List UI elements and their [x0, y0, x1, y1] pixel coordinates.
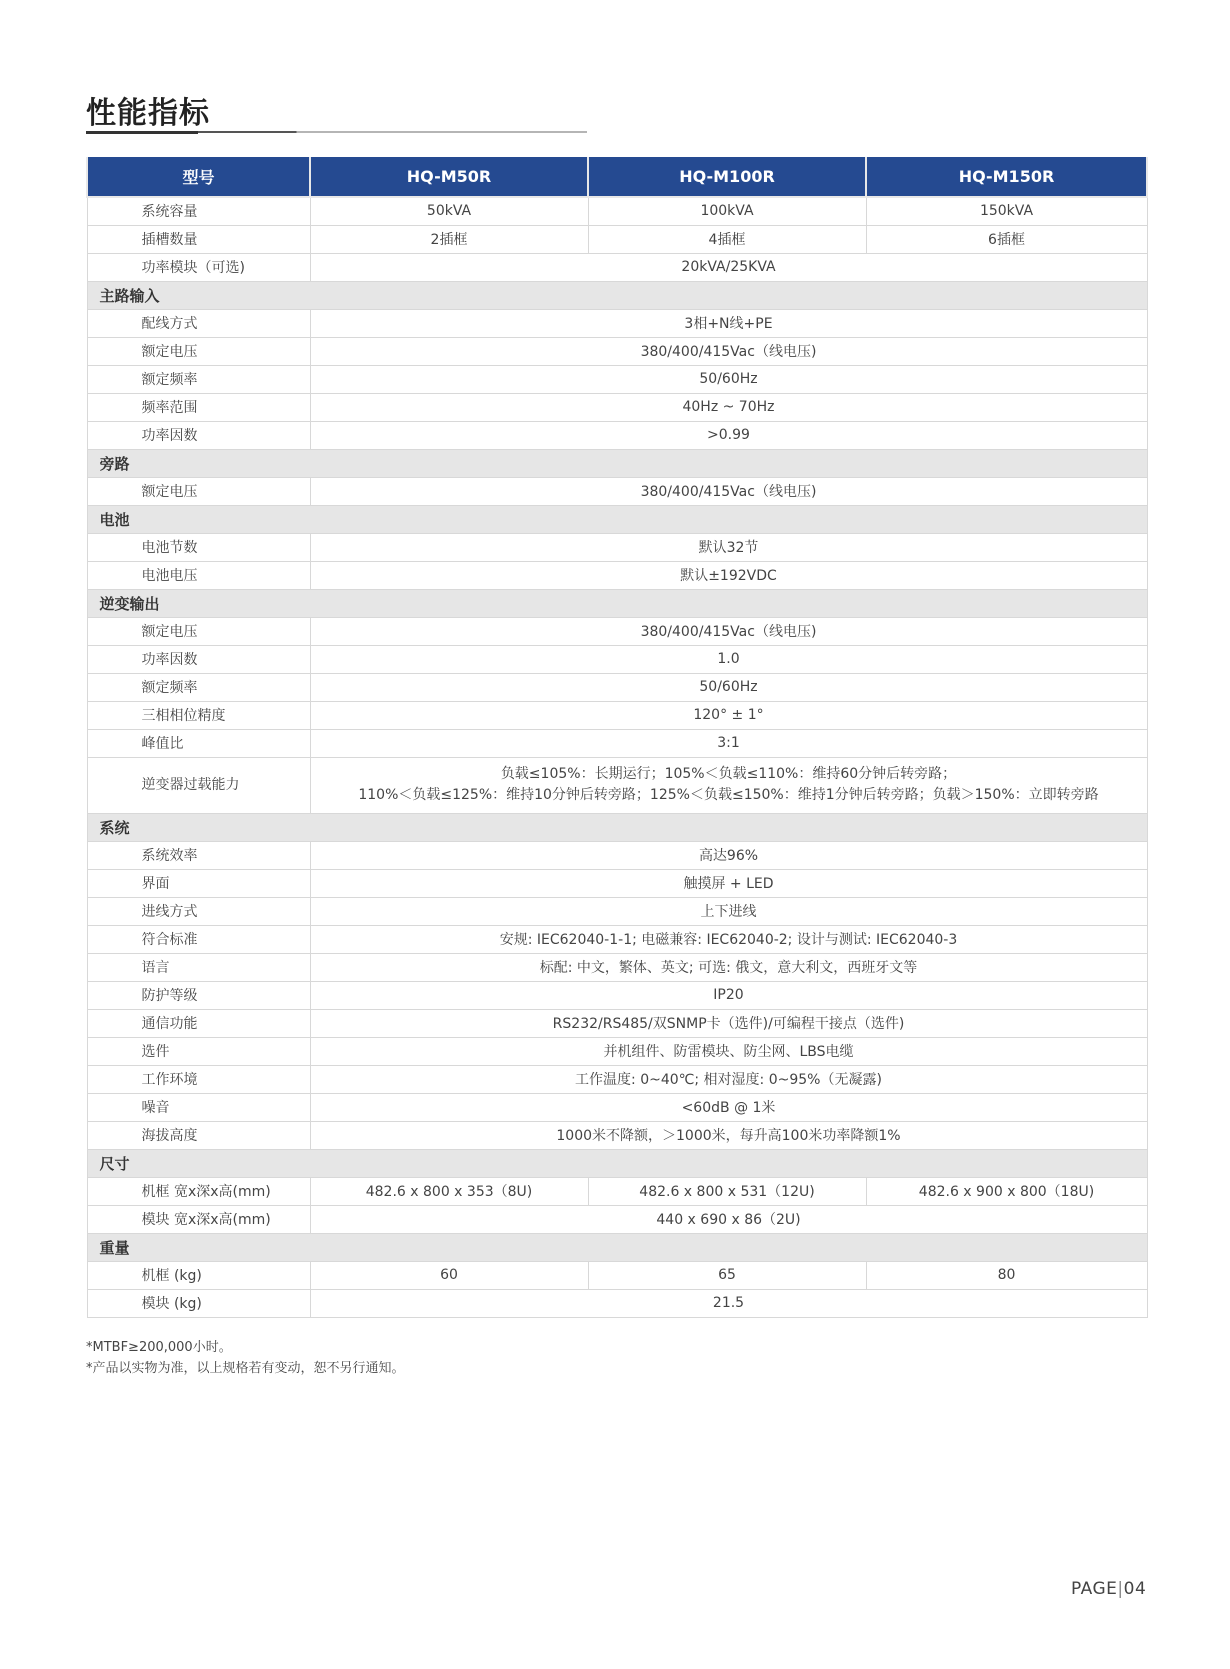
table-row	[87, 729, 1147, 757]
page-separator: |	[1117, 1579, 1124, 1599]
cell-value: 4插框	[588, 225, 866, 253]
row-label: 逆变器过载能力	[87, 757, 310, 813]
header-hq-m150r: HQ-M150R	[866, 157, 1147, 197]
footnote-mtbf: *MTBF≥200,000小时。	[86, 1340, 232, 1355]
table-row	[87, 1205, 1147, 1233]
cell-value: 20kVA/25KVA	[310, 253, 1147, 281]
row-label: 电池电压	[87, 561, 310, 589]
cell-value: 2插框	[310, 225, 588, 253]
table-row	[87, 841, 1147, 869]
table-row	[87, 1093, 1147, 1121]
cell-value: 6插框	[866, 225, 1147, 253]
section-header	[87, 1149, 1147, 1177]
cell-value: 默认32节	[310, 533, 1147, 561]
overload-line-2: 110%＜负载≤125%：维持10分钟后转旁路；125%＜负载≤150%：维持1分钟后转旁路；负载＞150%：立即转旁路	[358, 787, 1099, 803]
row-label: 额定电压	[87, 477, 310, 505]
table-row	[87, 617, 1147, 645]
row-label: 额定电压	[87, 337, 310, 365]
cell-value: 3:1	[310, 729, 1147, 757]
footnotes	[86, 1337, 405, 1379]
cell-value: 并机组件、防雷模块、防尘网、LBS电缆	[310, 1037, 1147, 1065]
row-label: 频率范围	[87, 393, 310, 421]
section-header	[87, 449, 1147, 477]
table-row	[87, 197, 1147, 225]
row-label: 选件	[87, 1037, 310, 1065]
table-row	[87, 897, 1147, 925]
table-row	[87, 1121, 1147, 1149]
row-label: 额定频率	[87, 673, 310, 701]
row-label: 防护等级	[87, 981, 310, 1009]
table-row	[87, 701, 1147, 729]
header-model: 型号	[87, 157, 310, 197]
cell-value: 1.0	[310, 645, 1147, 673]
row-label: 系统容量	[87, 197, 310, 225]
row-label: 模块 (kg)	[87, 1289, 310, 1317]
table-row	[87, 645, 1147, 673]
page-label: PAGE	[1071, 1579, 1118, 1599]
cell-value: 3相+N线+PE	[310, 309, 1147, 337]
table-row	[87, 477, 1147, 505]
row-label: 额定电压	[87, 617, 310, 645]
cell-value: 50/60Hz	[310, 673, 1147, 701]
table-row	[87, 561, 1147, 589]
table-row	[87, 533, 1147, 561]
section-title: 重量	[87, 1233, 1147, 1261]
table-row	[87, 1037, 1147, 1065]
table-row	[87, 225, 1147, 253]
cell-value: 120° ± 1°	[310, 701, 1147, 729]
table-row	[87, 1065, 1147, 1093]
cell-value: 21.5	[310, 1289, 1147, 1317]
row-label: 符合标准	[87, 925, 310, 953]
row-label: 功率模块（可选)	[87, 253, 310, 281]
cell-value: 80	[866, 1261, 1147, 1289]
table-row	[87, 309, 1147, 337]
row-label: 功率因数	[87, 421, 310, 449]
overload-line-1: 负载≤105%：长期运行；105%＜负载≤110%：维持60分钟后转旁路；	[500, 766, 957, 782]
cell-value: 触摸屏 + LED	[310, 869, 1147, 897]
section-title: 主路输入	[87, 281, 1147, 309]
table-row	[87, 981, 1147, 1009]
page-number	[1071, 1579, 1146, 1599]
cell-value: 40Hz ~ 70Hz	[310, 393, 1147, 421]
title-underline-accent	[86, 131, 198, 134]
cell-value: 上下进线	[310, 897, 1147, 925]
section-header	[87, 589, 1147, 617]
spec-table	[86, 157, 1148, 1318]
cell-value-multiline	[310, 757, 1147, 813]
row-label: 功率因数	[87, 645, 310, 673]
cell-value: 482.6 x 800 x 531（12U)	[588, 1177, 866, 1205]
cell-value: 380/400/415Vac（线电压)	[310, 337, 1147, 365]
table-row	[87, 757, 1147, 813]
row-label: 进线方式	[87, 897, 310, 925]
cell-value: 482.6 x 900 x 800（18U)	[866, 1177, 1147, 1205]
cell-value: 380/400/415Vac（线电压)	[310, 477, 1147, 505]
row-label: 通信功能	[87, 1009, 310, 1037]
cell-value: >0.99	[310, 421, 1147, 449]
section-header	[87, 505, 1147, 533]
row-label: 噪音	[87, 1093, 310, 1121]
cell-value: 440 x 690 x 86（2U)	[310, 1205, 1147, 1233]
cell-value: 65	[588, 1261, 866, 1289]
cell-value: 50/60Hz	[310, 365, 1147, 393]
section-title: 系统	[87, 813, 1147, 841]
cell-value: 安规: IEC62040-1-1; 电磁兼容: IEC62040-2; 设计与测试: IEC62040-3	[310, 925, 1147, 953]
row-label: 机框 (kg)	[87, 1261, 310, 1289]
row-label: 电池节数	[87, 533, 310, 561]
row-label: 工作环境	[87, 1065, 310, 1093]
cell-value: IP20	[310, 981, 1147, 1009]
cell-value: <60dB @ 1米	[310, 1093, 1147, 1121]
section-title: 电池	[87, 505, 1147, 533]
cell-value: 150kVA	[866, 197, 1147, 225]
row-label: 界面	[87, 869, 310, 897]
cell-value: 默认±192VDC	[310, 561, 1147, 589]
row-label: 三相相位精度	[87, 701, 310, 729]
cell-value: 标配: 中文，繁体、英文; 可选: 俄文，意大利文，西班牙文等	[310, 953, 1147, 981]
cell-value: 482.6 x 800 x 353（8U)	[310, 1177, 588, 1205]
table-row	[87, 253, 1147, 281]
table-row	[87, 393, 1147, 421]
table-row	[87, 1261, 1147, 1289]
table-row	[87, 1177, 1147, 1205]
row-label: 配线方式	[87, 309, 310, 337]
row-label: 语言	[87, 953, 310, 981]
header-hq-m100r: HQ-M100R	[588, 157, 866, 197]
row-label: 模块 宽x深x高(mm)	[87, 1205, 310, 1233]
table-header-row	[87, 157, 1147, 197]
row-label: 峰值比	[87, 729, 310, 757]
page-num: 04	[1123, 1579, 1147, 1599]
section-title: 旁路	[87, 449, 1147, 477]
table-row	[87, 1009, 1147, 1037]
table-row	[87, 925, 1147, 953]
table-row	[87, 869, 1147, 897]
table-row	[87, 953, 1147, 981]
cell-value: 50kVA	[310, 197, 588, 225]
table-row	[87, 421, 1147, 449]
table-row	[87, 365, 1147, 393]
cell-value: 工作温度: 0~40℃; 相对湿度: 0~95%（无凝露)	[310, 1065, 1147, 1093]
row-label: 海拔高度	[87, 1121, 310, 1149]
cell-value: 1000米不降额，＞1000米，每升高100米功率降额1%	[310, 1121, 1147, 1149]
cell-value: 100kVA	[588, 197, 866, 225]
cell-value: 高达96%	[310, 841, 1147, 869]
table-row	[87, 673, 1147, 701]
header-hq-m50r: HQ-M50R	[310, 157, 588, 197]
row-label: 插槽数量	[87, 225, 310, 253]
section-title: 尺寸	[87, 1149, 1147, 1177]
cell-value: 60	[310, 1261, 588, 1289]
row-label: 系统效率	[87, 841, 310, 869]
table-row	[87, 1289, 1147, 1317]
section-header	[87, 281, 1147, 309]
section-header	[87, 1233, 1147, 1261]
section-header	[87, 813, 1147, 841]
footnote-disclaimer: *产品以实物为准，以上规格若有变动，恕不另行通知。	[86, 1361, 405, 1376]
section-title: 逆变输出	[87, 589, 1147, 617]
cell-value: RS232/RS485/双SNMP卡（选件)/可编程干接点（选件)	[310, 1009, 1147, 1037]
table-row	[87, 337, 1147, 365]
cell-value: 380/400/415Vac（线电压)	[310, 617, 1147, 645]
row-label: 机框 宽x深x高(mm)	[87, 1177, 310, 1205]
row-label: 额定频率	[87, 365, 310, 393]
page-title: 性能指标	[86, 96, 210, 131]
